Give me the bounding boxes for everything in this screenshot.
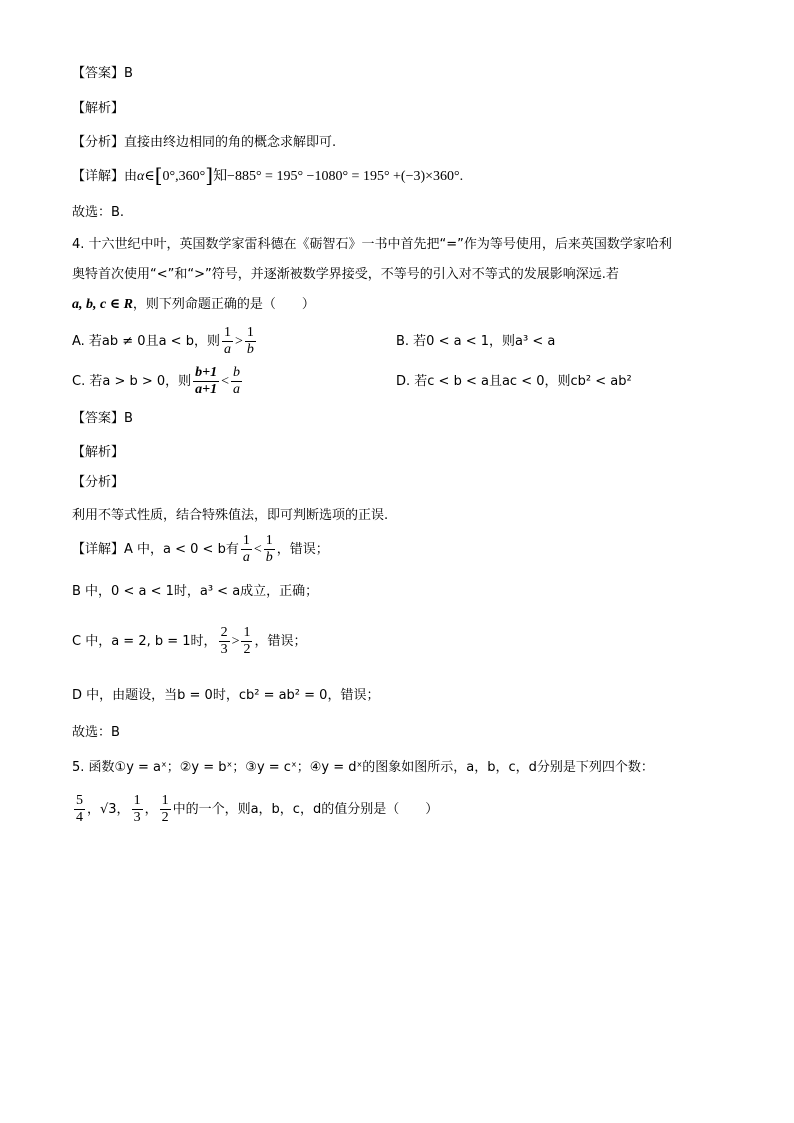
q4-option-a: A. 若ab ≠ 0且a < b，则 $\frac{1}{a}$ > $\frac{1}{b}$ [72,325,254,357]
q5-stem-1: 5. 函数①y = aˣ；②y = bˣ；③y = cˣ；④y = dˣ的图象如图所示，a，b，c，d分别是下列四个数： [72,760,654,775]
q3-fenxi: 【分析】直接由终边相同的角的概念求解即可. [72,135,337,150]
q4-detail-a: 【详解】A 中，a < 0 < b有 $\frac{1}{a}$ < $\frac{1}{b}$ ，错误； [72,533,329,565]
q4-option-b: B. 若0 < a < 1，则a³ < a [396,334,556,349]
q4-detail-c: C 中，a = 2, b = 1时， $\frac{2}{3}$ > $\frac{1}{2}$ ，错误； [72,625,307,657]
q4-detail-d: D 中，由题设，当b = 0时，cb² = ab² = 0，错误； [72,688,380,703]
q4-stem-3 [72,295,315,315]
q3-detail-interval: 0°,360° [162,169,206,184]
q5-stem-post: 中的一个，则a，b，c，d的值分别是（ ） [172,802,439,817]
q3-detail-tag: 【详解】由 [72,169,138,184]
fraction: $\frac{2}{3}$ [220,625,228,657]
fraction: $\frac{1}{a}$ [223,325,231,357]
q3-detail-eq: 知−885° = 195° −1080° = 195° +(−3)×360°. [213,169,464,184]
fraction: $\frac{1}{b}$ [246,325,254,357]
q4-detail-a-text: 【详解】A 中，a < 0 < b有 [72,542,239,557]
q4-stem-1: 4. 十六世纪中叶，英国数学家雷科德在《砺智石》一书中首先把“=”作为等号使用，后来英国数学家哈利 [72,237,672,252]
q4-detail-c-text: C 中，a = 2, b = 1时， [72,634,217,649]
fraction: $\frac{1}{2}$ [161,793,169,825]
q4-analysis-label: 【解析】 [72,445,125,460]
q4-detail-a-post: ，错误； [276,542,329,557]
fraction: $\frac{b}{a}$ [233,365,241,397]
fraction: $\frac{b+1}{a+1}$ [195,365,218,397]
q3-detail: 【详解】由α∈[0°,360°]知−885° = 195° −1080° = 195° +(−3)×360°. [72,163,464,187]
q4-option-a-text: A. 若ab ≠ 0且a < b，则 [72,334,220,349]
q4-choice: 故选：B [72,725,120,740]
fraction: $\frac{1}{3}$ [133,793,141,825]
q4-option-c-text: C. 若a > b > 0，则 [72,374,192,389]
fraction: $\frac{1}{2}$ [243,625,251,657]
fraction: $\frac{1}{b}$ [265,533,273,565]
q4-option-d: D. 若c < b < a且ac < 0，则cb² < ab² [396,374,632,389]
q3-answer: 【答案】B [72,66,133,81]
q5-sep-1: ，√3， [87,802,130,817]
q3-choice: 故选：B. [72,205,125,220]
q4-stem-vars: a, b, c ∈ R [72,297,133,312]
q5-sep-2: ， [144,802,158,817]
fraction: $\frac{1}{a}$ [242,533,250,565]
fraction: $\frac{5}{4}$ [76,793,83,825]
q3-analysis-label: 【解析】 [72,101,125,116]
q4-stem-text: ，则下列命题正确的是（ ） [132,297,315,312]
q4-stem-2: 奥特首次使用“<”和“>”符号，并逐渐被数学界接受，不等号的引入对不等式的发展影响深远.若 [72,267,619,282]
q4-fenxi-text: 利用不等式性质，结合特殊值法，即可判断选项的正误. [72,508,389,523]
q4-answer: 【答案】B [72,411,133,426]
q4-detail-b: B 中，0 < a < 1时，a³ < a成立，正确； [72,584,319,599]
q4-fenxi-label: 【分析】 [72,475,125,490]
q5-stem-2 [72,790,438,830]
q4-option-c: C. 若a > b > 0，则 $\frac{b+1}{a+1}$ < $\frac{b}{a}$ [72,365,241,397]
q4-detail-c-post: ，错误； [254,634,307,649]
q3-detail-alpha: α∈ [137,169,155,184]
